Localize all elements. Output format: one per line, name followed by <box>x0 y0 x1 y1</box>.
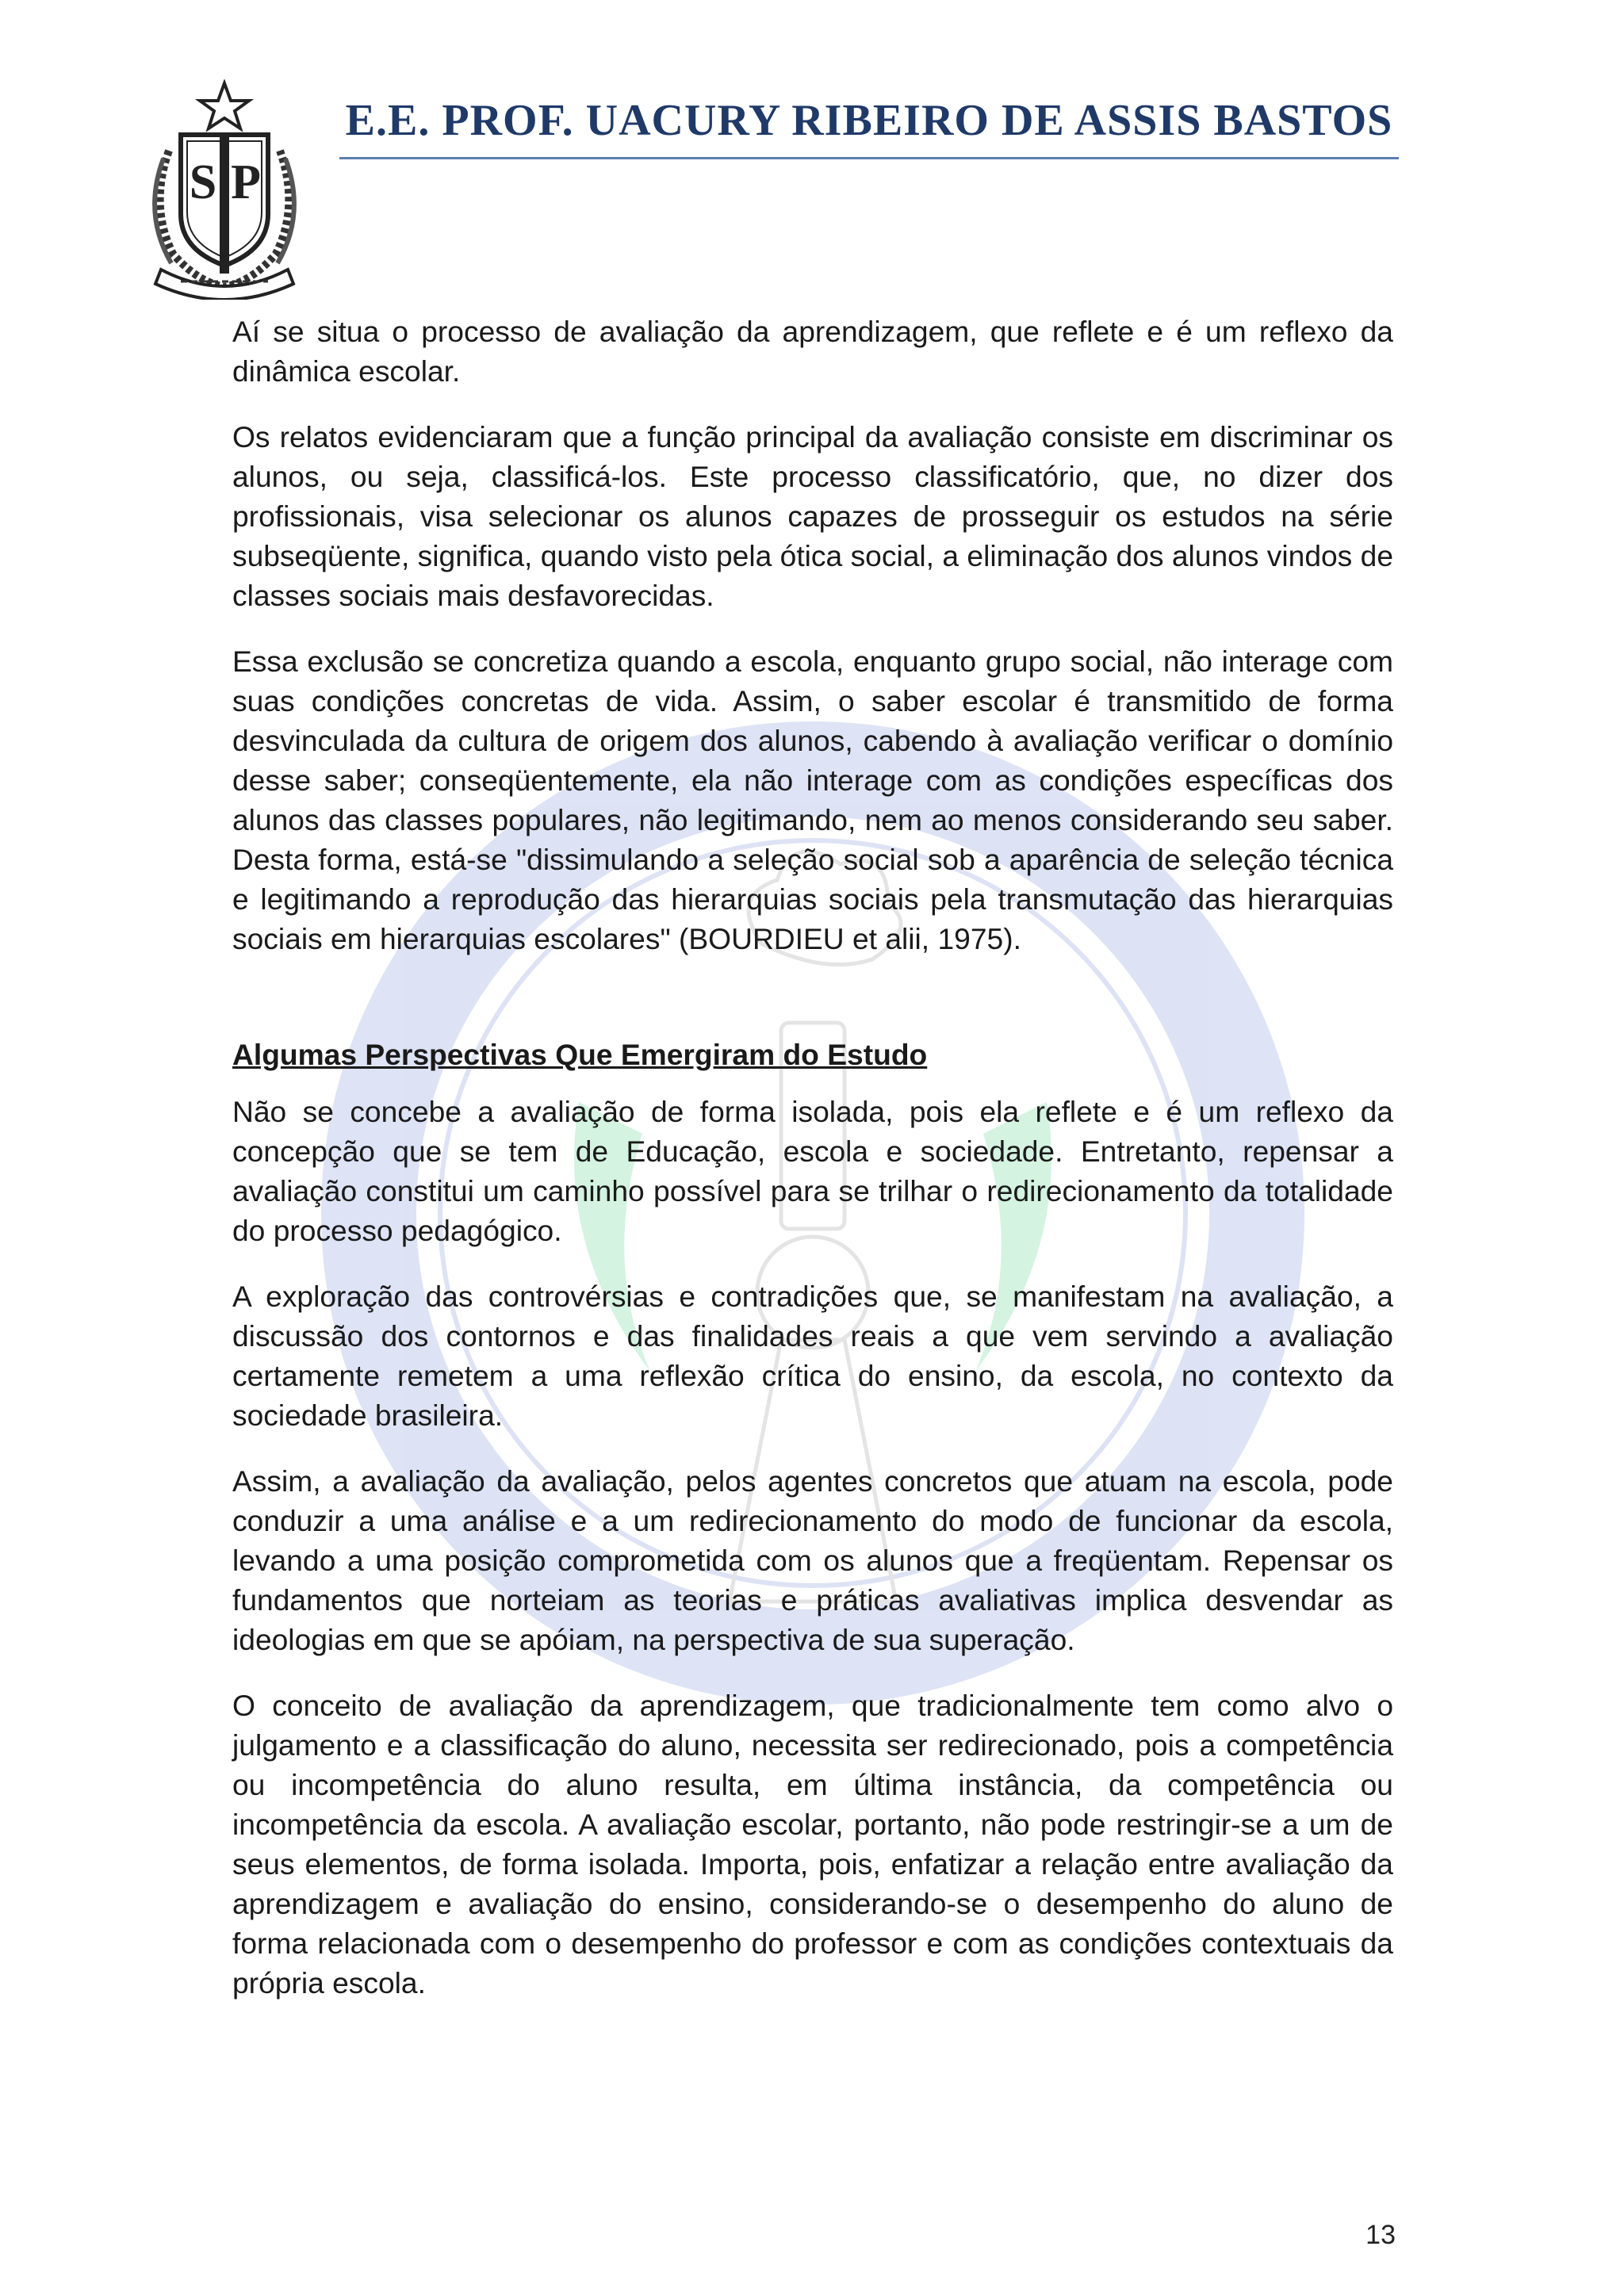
paragraph: Os relatos evidenciaram que a função principal da avaliação consiste em discriminar os alunos, ou seja, classificá-los. Este processo classificatório, que, no dizer dos profissionais, visa selecionar os alunos capazes de prosseguir os estudos na série subseqüente, significa, quando visto pela ótica social, a eliminação dos alunos vindos de classes sociais mais desfavorecidas. <box>232 420 1393 612</box>
paragraph: Não se concebe a avaliação de forma isolada, pois ela reflete e é um reflexo da concepção que se tem de Educação, escola e sociedade. Entretanto, repensar a avaliação constitui um caminho possível para se trilhar o redirecionamento da totalidade do processo pedagógico. <box>232 1095 1393 1247</box>
svg-text:P: P <box>231 155 261 209</box>
page-number: 13 <box>1365 2220 1396 2250</box>
paragraph: Assim, a avaliação da avaliação, pelos agentes concretos que atuam na escola, pode conduzir a uma análise e a um redirecionamento do modo de funcionar da escola, levando a uma posição comprometida com os alunos que a freqüentam. Repensar os fundamentos que norteiam as teorias e práticas avaliativas implica desvendar as ideologias em que se apóiam, na perspectiva de sua superação. <box>232 1464 1393 1656</box>
paragraph: A exploração das controvérsias e contradições que, se manifestam na avaliação, a discussão dos contornos e das finalidades reais a que vem servindo a avaliação certamente remetem a uma reflexão crítica do ensino, da escola, no contexto da sociedade brasileira. <box>232 1280 1393 1432</box>
document-body <box>232 312 1393 2029</box>
school-name-title: E.E. PROF. UACURY RIBEIRO DE ASSIS BASTOS <box>345 96 1393 145</box>
paragraph: Essa exclusão se concretiza quando a escola, enquanto grupo social, não interage com suas condições concretas de vida. Assim, o saber escolar é transmitido de forma desvinculada da cultura de origem dos alunos, cabendo à avaliação verificar o domínio desse saber; conseqüentemente, ela não interage com as condições específicas dos alunos das classes populares, não legitimando, nem ao menos considerando seu saber. Desta forma, está-se "dissimulando a seleção social sob a aparência de seleção técnica e legitimando a reprodução das hierarquias sociais pela transmutação das hierarquias sociais em hierarquias escolares" (BOURDIEU et alii, 1975). <box>232 645 1393 955</box>
paragraph: Aí se situa o processo de avaliação da aprendizagem, que reflete e é um reflexo da dinâmica escolar. <box>232 315 1393 388</box>
paragraph: O conceito de avaliação da aprendizagem, que tradicionalmente tem como alvo o julgamento e a classificação do aluno, necessita ser redirecionado, pois a competência ou incompetência do aluno resulta, em última instância, da competência ou incompetência da escola. A avaliação escolar, portanto, não pode restringir-se a um de seus elementos, de forma isolada. Importa, pois, enfatizar a relação entre avaliação da aprendizagem e avaliação do ensino, considerando-se o desempenho do aluno de forma relacionada com o desempenho do professor e com as condições contextuais da própria escola. <box>232 1689 1393 1999</box>
svg-text:S: S <box>189 155 217 209</box>
sp-coat-of-arms-icon <box>125 79 324 300</box>
header-divider <box>339 157 1399 159</box>
section-heading: Algumas Perspectivas Que Emergiram do Estudo <box>232 1038 928 1071</box>
